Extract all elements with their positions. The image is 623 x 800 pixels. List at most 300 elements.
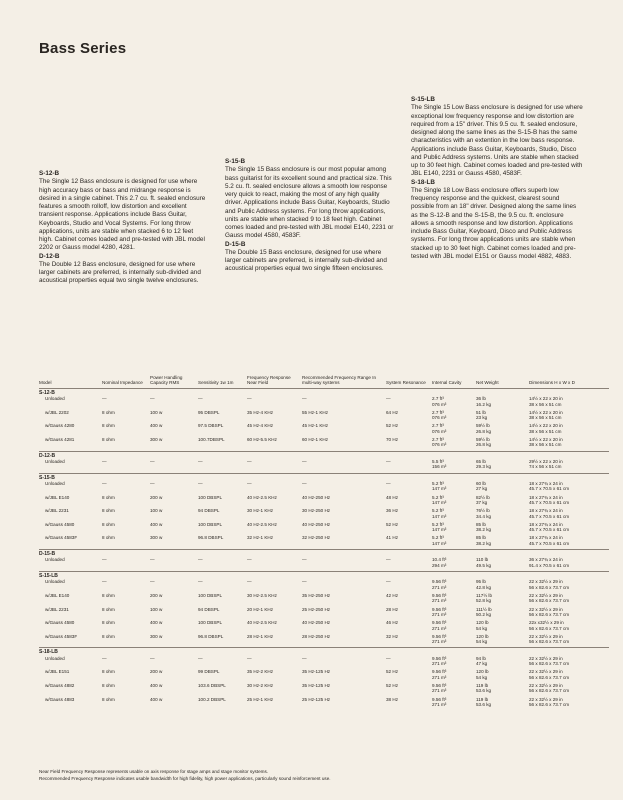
- cell-cavity: [432, 437, 476, 451]
- model-row: [39, 571, 609, 579]
- cell-line: 38 x 56 x 51 cm: [529, 428, 562, 434]
- cell-dimensions: [529, 557, 609, 571]
- cell-line: 22 x 32½ x 29 in: [529, 579, 563, 585]
- cell-resonance: 42 Hz: [386, 592, 399, 598]
- cell-line: 56 x 82.6 x 73.7 cm: [529, 598, 570, 604]
- cell-impedance: 8 ohm: [102, 521, 115, 527]
- cell-sensitivity: 95 DBSPL: [198, 409, 220, 415]
- cell-sensitivity: 103.6 DBSPL: [198, 682, 226, 688]
- table-header-row: [39, 375, 609, 388]
- cell-line: 50.2 kg: [476, 611, 492, 617]
- table-row: [39, 481, 609, 495]
- cell-frequency-response: —: [247, 579, 252, 585]
- cell-line: 18 x 27¾ x 24 in: [529, 481, 563, 486]
- cell-line: 076 m³: [432, 428, 447, 434]
- model-name: S-12-B: [39, 389, 55, 396]
- cell-line: 14½ x 22 x 20 in: [529, 409, 563, 415]
- cell-weight: [476, 557, 529, 571]
- cell-config: w/JBL 2202: [45, 409, 69, 415]
- cell-line: 5.2 ft³: [432, 508, 444, 514]
- cell-line: 271 m³: [432, 639, 447, 645]
- cell-config: w/Gauss 4580: [45, 620, 75, 626]
- cell-recommended-range: 60 Hz-1 KHz: [302, 437, 329, 442]
- cell-config: Unloaded: [45, 579, 65, 585]
- cell-frequency-response: —: [247, 557, 252, 563]
- cell-weight: [476, 535, 529, 549]
- cell-recommended-range: —: [302, 579, 307, 585]
- cell-line: 9.56 ft³: [432, 696, 447, 702]
- model-name: D-15-B: [39, 550, 56, 557]
- cell-line: 9.56 ft³: [432, 633, 447, 639]
- cell-line: 56 x 82.6 x 73.7 cm: [529, 611, 570, 617]
- cell-frequency-response: 45 Hz-4 KHz: [247, 423, 274, 429]
- cell-line: 29.3 kg: [476, 464, 492, 470]
- section-text-d-15-b: The Double 15 Bass enclosure, designed for use where larger cabinets are preferred, is internally sub-divided and acoustical properties equal two single fifteen enclosures.: [225, 248, 387, 273]
- cell-cavity: [432, 683, 476, 697]
- cell-cavity: [432, 579, 476, 593]
- cell-impedance: —: [102, 459, 107, 464]
- cell-resonance: 52 Hz: [386, 423, 399, 429]
- cell-line: 94 lb: [476, 655, 486, 661]
- cell-power: —: [150, 579, 155, 585]
- cell-dimensions: [529, 437, 609, 451]
- cell-line: 2.7 ft³: [432, 423, 444, 429]
- table-row: [39, 634, 609, 648]
- cell-line: 271 m³: [432, 701, 447, 707]
- cell-line: 22x x32½ x 29 in: [529, 620, 564, 626]
- header-weight: Net Weight: [476, 380, 499, 386]
- cell-recommended-range: 40 Hz-250 Hz: [302, 521, 331, 527]
- header-impedance: Nominal Impedance: [102, 380, 143, 386]
- cell-impedance: 8 ohm: [102, 508, 115, 514]
- cell-dimensions: [529, 607, 609, 621]
- cell-weight: [476, 437, 529, 451]
- cell-sensitivity: —: [198, 579, 203, 585]
- cell-weight: [476, 459, 529, 473]
- cell-line: 85 lb: [476, 535, 486, 541]
- cell-resonance: —: [386, 481, 391, 486]
- cell-resonance: —: [386, 459, 391, 464]
- cell-dimensions: [529, 535, 609, 549]
- model-name: S-18-LB: [39, 649, 58, 656]
- cell-line: 2.7 ft³: [432, 409, 444, 415]
- cell-frequency-response: 25 Hz-1 KHz: [247, 696, 274, 702]
- cell-line: 45.7 x 70.5 x 61 cm: [529, 513, 570, 519]
- cell-line: 54 kg: [476, 639, 488, 645]
- cell-frequency-response: —: [247, 396, 252, 402]
- model-row: [39, 648, 609, 656]
- cell-line: 271 m³: [432, 625, 447, 631]
- table-row: [39, 697, 609, 711]
- cell-dimensions: [529, 656, 609, 670]
- cell-impedance: 8 ohm: [102, 620, 115, 626]
- cell-sensitivity: 100 DBSPL: [198, 592, 223, 598]
- cell-weight: [476, 620, 529, 634]
- cell-impedance: 8 ohm: [102, 437, 115, 442]
- cell-sensitivity: 100.2 DBSPL: [198, 696, 226, 702]
- cell-frequency-response: 30 Hz-1 KHz: [247, 508, 274, 514]
- cell-line: 156 m³: [432, 464, 447, 470]
- cell-line: 52.8 kg: [476, 598, 492, 604]
- cell-resonance: —: [386, 396, 391, 402]
- cell-frequency-response: —: [247, 481, 252, 486]
- cell-line: 5.2 ft³: [432, 481, 444, 486]
- cell-dimensions: [529, 634, 609, 648]
- cell-impedance: 8 ohm: [102, 423, 115, 429]
- cell-config: Unloaded: [45, 655, 65, 661]
- section-heading-d-15-b: D-15-B: [225, 240, 246, 248]
- cell-recommended-range: 40 Hz-250 Hz: [302, 620, 331, 626]
- cell-line: 45.7 x 70.5 x 61 cm: [529, 527, 570, 533]
- spec-table-body: [39, 388, 609, 710]
- cell-power: 100 w: [150, 508, 163, 514]
- table-row: [39, 508, 609, 522]
- cell-impedance: 8 ohm: [102, 606, 115, 612]
- cell-recommended-range: 35 Hz-125 Hz: [302, 669, 331, 675]
- cell-resonance: 52 Hz: [386, 682, 399, 688]
- section-text-s-15-b: The Single 15 Bass enclosure is our most popular among bass guitarist for its excellent sound and practical size. This 5.2 cu. ft. sealed enclosure allows a smooth low response very quick to react, making the most of any high quality driver. Applications include Bass Guitar, Keyboards, Studio and Public Address systems. For long throw applications, units are stable when stacked 9 to 18 feet high. Cabinet comes loaded and pre-tested with JBL model E140, 2231 or Gauss model 4580, 4583F.: [225, 166, 394, 240]
- cell-line: 34.4 kg: [476, 513, 492, 519]
- cell-frequency-response: —: [247, 655, 252, 661]
- cell-recommended-range: 35 Hz-250 Hz: [302, 592, 331, 598]
- cell-sensitivity: —: [198, 396, 203, 402]
- section-heading-s-12-b: S-12-B: [39, 170, 60, 177]
- cell-resonance: 41 Hz: [386, 535, 399, 541]
- cell-cavity: [432, 535, 476, 549]
- cell-weight: [476, 634, 529, 648]
- cell-dimensions: [529, 522, 609, 536]
- cell-impedance: —: [102, 481, 107, 486]
- cell-frequency-response: 30 Hz-2 KHz: [247, 682, 274, 688]
- cell-line: 271 m³: [432, 598, 447, 604]
- cell-power: —: [150, 481, 155, 486]
- cell-line: 110 lb: [476, 557, 489, 563]
- cell-line: 51 lb: [476, 409, 486, 415]
- cell-cavity: [432, 410, 476, 424]
- cell-line: 14½ x 22 x 20 in: [529, 423, 563, 429]
- table-row: [39, 669, 609, 683]
- cell-impedance: 8 ohm: [102, 696, 115, 702]
- header-model: Model: [39, 380, 52, 386]
- cell-config: Unloaded: [45, 481, 65, 486]
- cell-sensitivity: 100 DBSPL: [198, 494, 223, 500]
- cell-power: 300 w: [150, 437, 163, 442]
- cell-line: 271 m³: [432, 674, 447, 680]
- cell-line: 271 m³: [432, 584, 447, 590]
- cell-dimensions: [529, 410, 609, 424]
- cell-dimensions: [529, 508, 609, 522]
- cell-line: 18 x 27¾ x 24 in: [529, 521, 563, 527]
- cell-cavity: [432, 423, 476, 437]
- cell-impedance: —: [102, 557, 107, 563]
- model-row: [39, 451, 609, 459]
- cell-frequency-response: 32 Hz-1 KHz: [247, 535, 274, 541]
- cell-power: 200 w: [150, 592, 163, 598]
- cell-line: 56 x 82.6 x 73.7 cm: [529, 584, 570, 590]
- cell-line: 56 x 82.6 x 73.7 cm: [529, 701, 570, 707]
- cell-frequency-response: 40 Hz-2.5 KHz: [247, 494, 277, 500]
- cell-config: w/JBL E140: [45, 494, 70, 500]
- cell-config: w/Gauss 4280: [45, 423, 75, 429]
- cell-resonance: —: [386, 579, 391, 585]
- cell-line: 9.56 ft³: [432, 669, 447, 675]
- cell-weight: [476, 522, 529, 536]
- cell-sensitivity: 100 DBSPL: [198, 620, 223, 626]
- cell-cavity: [432, 495, 476, 509]
- cell-line: 53.6 kg: [476, 688, 492, 694]
- cell-config: w/JBL E151: [45, 669, 70, 675]
- cell-impedance: 8 ohm: [102, 592, 115, 598]
- cell-line: 22 x 32½ x 29 in: [529, 682, 563, 688]
- table-row: [39, 593, 609, 607]
- cell-power: —: [150, 557, 155, 563]
- cell-line: 45.7 x 70.5 x 61 cm: [529, 486, 570, 492]
- spec-table: [39, 375, 609, 710]
- cell-line: 117½ lb: [476, 592, 493, 598]
- section-text-s-15-lb: The Single 15 Low Bass enclosure is designed for use where exceptional low frequency response and low distortion are required from a 15" driver. This 9.5 cu. ft. sealed enclosure, designed along the same lines as the S-15-B has the same characteristics with an extention in the low bass response. Applications include Bass Guitar, Keyboards, Studio, Disco and Public Address systems. Units are stable when stacked up to 30 feet high. Cabinet comes loaded and pre-tested with JBL E140, 2231 or Gauss 4580, 4583F.: [411, 104, 583, 178]
- cell-weight: [476, 508, 529, 522]
- cell-line: 294 m³: [432, 562, 447, 568]
- cell-recommended-range: —: [302, 396, 307, 402]
- section-text-s-18-lb: The Single 18 Low Bass enclosure offers superb low frequency response and the quickest, clearest sound possible from an 18" driver. Designed along the same lines as the S-12-B and the S-15-B, the 9.5 cu. ft. enclosure allows a smooth response and low distortion. Applications include Bass Guitar, Keyboard, Disco and Public Address systems. For long throw applications units are stable when stacked up to 30 feet high. Cabinet comes loaded and pre-tested with JBL model E151 or Gauss model 4882, 4883.: [411, 186, 577, 260]
- cell-weight: [476, 593, 529, 607]
- cell-line: 22 x 32½ x 29 in: [529, 669, 563, 675]
- cell-line: 5.2 ft³: [432, 535, 444, 541]
- cell-line: 271 m³: [432, 661, 447, 667]
- cell-cavity: [432, 459, 476, 473]
- cell-resonance: 38 Hz: [386, 696, 399, 702]
- cell-line: 147 m³: [432, 527, 447, 533]
- cell-recommended-range: 32 Hz-250 Hz: [302, 535, 331, 541]
- cell-line: 56 x 82.6 x 73.7 cm: [529, 625, 570, 631]
- cell-config: w/JBL 2231: [45, 606, 69, 612]
- section-heading-d-12-b: D-12-B: [39, 252, 60, 260]
- cell-sensitivity: —: [198, 481, 203, 486]
- header-resonance: System Resonance: [386, 380, 426, 386]
- footnote-recommended: Recommended Frequency Response indicates usable bandwidth for high fidelity, high power applications, particularly sound reinforcement use.: [39, 776, 331, 781]
- cell-line: 26.8 kg: [476, 442, 492, 448]
- cell-sensitivity: 100.7DBSPL: [198, 437, 225, 442]
- cell-line: 56 x 82.6 x 73.7 cm: [529, 661, 570, 667]
- cell-line: 56 x 82.6 x 73.7 cm: [529, 674, 570, 680]
- cell-impedance: 8 ohm: [102, 669, 115, 675]
- cell-config: Unloaded: [45, 459, 65, 464]
- cell-frequency-response: 30 Hz-2.5 KHz: [247, 592, 277, 598]
- cell-line: 95 lb: [476, 579, 486, 585]
- cell-sensitivity: —: [198, 557, 203, 563]
- cell-line: 2.7 ft³: [432, 396, 444, 402]
- cell-line: 14½ x 22 x 20 in: [529, 396, 563, 402]
- cell-dimensions: [529, 459, 609, 473]
- cell-frequency-response: 28 Hz-1 KHz: [247, 633, 274, 639]
- cell-config: w/Gauss 4583F: [45, 535, 78, 541]
- cell-line: 18 x 27¾ x 24 in: [529, 535, 563, 541]
- cell-resonance: —: [386, 655, 391, 661]
- cell-line: 9.56 ft³: [432, 620, 447, 626]
- table-row: [39, 522, 609, 536]
- cell-config: w/JBL 2231: [45, 508, 69, 514]
- cell-impedance: —: [102, 396, 107, 402]
- cell-frequency-response: 40 Hz-2.5 KHz: [247, 521, 277, 527]
- model-name: D-12-B: [39, 452, 56, 459]
- table-row: [39, 620, 609, 634]
- cell-weight: [476, 656, 529, 670]
- cell-line: 5.2 ft³: [432, 494, 444, 500]
- cell-line: 10.4 ft³: [432, 557, 447, 563]
- cell-line: 54 kg: [476, 625, 488, 631]
- cell-dimensions: [529, 423, 609, 437]
- cell-line: 147 m³: [432, 486, 447, 492]
- cell-line: 147 m³: [432, 513, 447, 519]
- section-heading-s-15-lb: S-15-LB: [411, 96, 435, 103]
- cell-line: 120 lb: [476, 633, 489, 639]
- cell-line: 49.5 kg: [476, 562, 492, 568]
- table-row: [39, 607, 609, 621]
- cell-line: 111½ lb: [476, 606, 492, 612]
- cell-line: 147 m³: [432, 500, 447, 505]
- cell-frequency-response: 60 Hz-5.5 KHz: [247, 437, 277, 442]
- cell-cavity: [432, 634, 476, 648]
- cell-cavity: [432, 620, 476, 634]
- column-1: [39, 170, 207, 286]
- cell-weight: [476, 481, 529, 495]
- cell-line: 5.2 ft³: [432, 521, 444, 527]
- cell-dimensions: [529, 495, 609, 509]
- cell-resonance: 64 Hz: [386, 409, 399, 415]
- cell-recommended-range: 30 Hz-250 Hz: [302, 508, 331, 514]
- cell-recommended-range: 45 Hz-1 KHz: [302, 423, 329, 429]
- cell-sensitivity: 94 DBSPL: [198, 606, 220, 612]
- cell-line: 85 lb: [476, 521, 486, 527]
- cell-sensitivity: —: [198, 459, 203, 464]
- cell-impedance: 8 ohm: [102, 494, 115, 500]
- table-row: [39, 495, 609, 509]
- cell-power: 400 w: [150, 696, 163, 702]
- cell-weight: [476, 579, 529, 593]
- cell-config: Unloaded: [45, 557, 65, 563]
- header-frequency-response: Frequency Response Near Field: [247, 375, 291, 386]
- table-row: [39, 535, 609, 549]
- cell-line: 38 x 56 x 51 cm: [529, 401, 562, 407]
- cell-cavity: [432, 669, 476, 683]
- column-2: [225, 158, 397, 274]
- cell-weight: [476, 423, 529, 437]
- cell-line: 37 kg: [476, 500, 488, 505]
- cell-line: 076 m³: [432, 415, 447, 421]
- cell-resonance: 36 Hz: [386, 508, 399, 514]
- cell-recommended-range: —: [302, 481, 307, 486]
- cell-frequency-response: 20 Hz-1 KHz: [247, 606, 274, 612]
- cell-power: 100 w: [150, 606, 163, 612]
- cell-cavity: [432, 557, 476, 571]
- cell-frequency-response: 40 Hz-2.5 KHz: [247, 620, 277, 626]
- cell-line: 27 kg: [476, 486, 488, 492]
- cell-line: 22 x 32½ x 29 in: [529, 696, 563, 702]
- model-row: [39, 549, 609, 557]
- cell-line: 271 m³: [432, 611, 447, 617]
- cell-impedance: 8 ohm: [102, 409, 115, 415]
- table-row: [39, 459, 609, 473]
- cell-line: 47 kg: [476, 661, 488, 667]
- page-title: Bass Series: [39, 40, 127, 57]
- cell-power: 300 w: [150, 535, 163, 541]
- header-sensitivity: Sensitivity 1w 1m: [198, 380, 234, 386]
- cell-resonance: —: [386, 557, 391, 563]
- cell-line: 18 x 27¾ x 24 in: [529, 494, 563, 500]
- cell-line: 36 x 27¾ x 24 in: [529, 557, 563, 563]
- footnotes: [39, 768, 609, 782]
- cell-line: 53.6 kg: [476, 701, 492, 707]
- cell-line: 45.7 x 70.5 x 61 cm: [529, 540, 570, 546]
- table-row: [39, 423, 609, 437]
- cell-line: 5.5 ft³: [432, 459, 444, 464]
- cell-config: w/Gauss 4882: [45, 682, 75, 688]
- cell-line: 147 m³: [432, 540, 447, 546]
- cell-line: 38.2 kg: [476, 540, 492, 546]
- cell-resonance: 70 Hz: [386, 437, 399, 442]
- cell-frequency-response: 35 Hz-2 KHz: [247, 669, 274, 675]
- model-name: S-15-B: [39, 474, 55, 481]
- cell-recommended-range: —: [302, 459, 307, 464]
- cell-cavity: [432, 593, 476, 607]
- cell-cavity: [432, 522, 476, 536]
- cell-config: w/Gauss 4883: [45, 696, 75, 702]
- cell-line: 36 lb: [476, 396, 486, 402]
- cell-dimensions: [529, 481, 609, 495]
- cell-power: —: [150, 396, 155, 402]
- cell-resonance: 48 Hz: [386, 494, 399, 500]
- cell-weight: [476, 410, 529, 424]
- cell-dimensions: [529, 697, 609, 711]
- model-name: S-15-LB: [39, 572, 58, 579]
- section-heading-s-18-lb: S-18-LB: [411, 178, 435, 186]
- cell-recommended-range: 25 Hz-250 Hz: [302, 606, 331, 612]
- cell-line: 22 x 32½ x 29 in: [529, 655, 563, 661]
- cell-dimensions: [529, 683, 609, 697]
- cell-resonance: 46 Hz: [386, 620, 399, 626]
- cell-line: 271 m³: [432, 688, 447, 694]
- cell-power: 400 w: [150, 620, 163, 626]
- table-row: [39, 437, 609, 451]
- cell-line: 120 lb: [476, 620, 489, 626]
- cell-line: 38 x 56 x 51 cm: [529, 415, 562, 421]
- cell-config: w/Gauss 4583F: [45, 633, 78, 639]
- cell-config: w/Gauss 4281: [45, 437, 75, 442]
- cell-recommended-range: 40 Hz-250 Hz: [302, 494, 331, 500]
- cell-line: 45.7 x 70.5 x 61 cm: [529, 500, 570, 505]
- cell-line: 42.8 kg: [476, 584, 492, 590]
- cell-line: 22 x 32½ x 29 in: [529, 633, 563, 639]
- cell-frequency-response: 35 Hz-4 KHz: [247, 409, 274, 415]
- cell-frequency-response: —: [247, 459, 252, 464]
- table-row: [39, 683, 609, 697]
- cell-dimensions: [529, 396, 609, 410]
- footnote-near-field: Near Field Frequency Response represents usable on axis response for stage amps and stage monitor systems.: [39, 769, 269, 774]
- cell-power: 100 w: [150, 409, 163, 415]
- column-3: [411, 96, 583, 261]
- cell-dimensions: [529, 593, 609, 607]
- cell-line: 54 kg: [476, 674, 488, 680]
- section-text-s-12-b: The Single 12 Bass enclosure is designed for use where high accuracy bass or bass and midrange response is desired in a single cabinet. This 2.7 cu. ft. sealed enclosure features a smooth rolloff, low distortion and excellent transient response. Applications include Bass Guitar, Keyboards, Studio and Vocal Systems. For long throw applications, units are stable when stacked 6 to 12 feet high. Cabinet comes loaded and pre-tested with JBL model 2202 or Gauss model 4280, 4281.: [39, 178, 206, 252]
- cell-power: 400 w: [150, 521, 163, 527]
- cell-line: 22 x 32½ x 29 in: [529, 606, 563, 612]
- section-heading-s-15-b: S-15-B: [225, 158, 246, 165]
- cell-line: 26.8 kg: [476, 428, 492, 434]
- cell-line: 59½ lb: [476, 423, 490, 429]
- cell-line: 120 lb: [476, 669, 489, 675]
- cell-recommended-range: 35 Hz-125 Hz: [302, 682, 331, 688]
- cell-line: 22 x 32½ x 29 in: [529, 592, 563, 598]
